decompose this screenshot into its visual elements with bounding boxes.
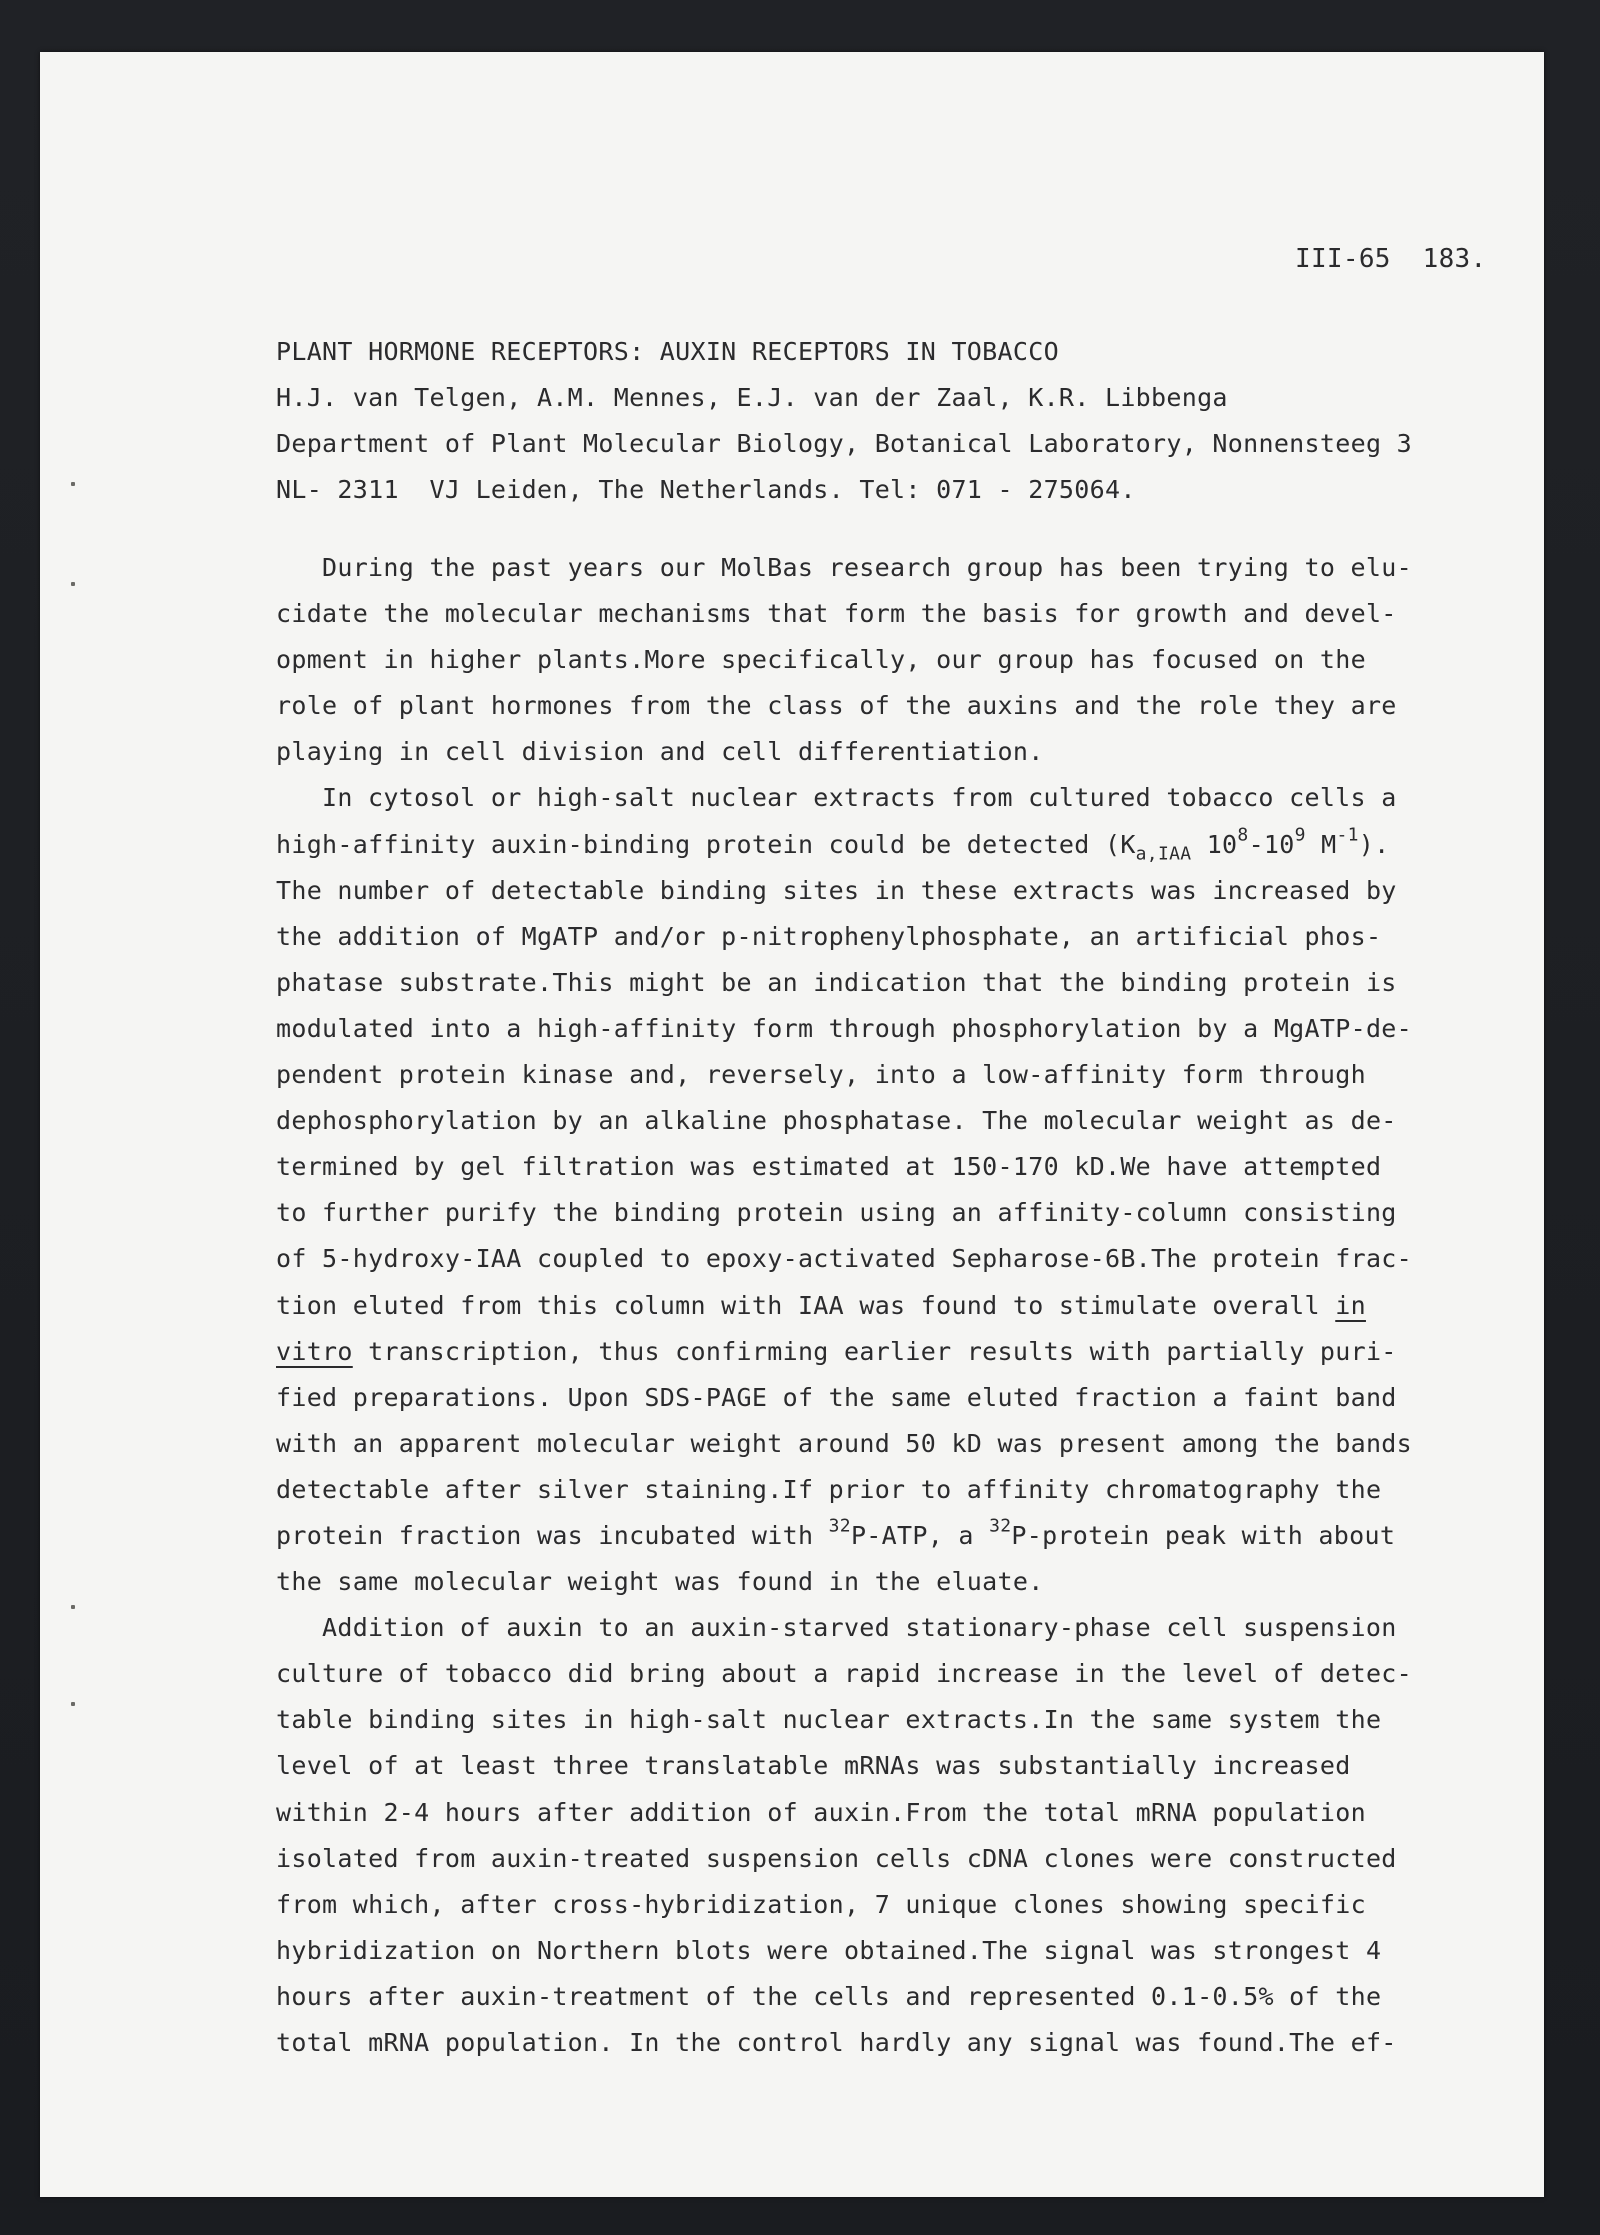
- paragraph-line: total mRNA population. In the control hardly any signal was found.The ef-: [276, 2028, 1397, 2057]
- underlined-term: in: [1335, 1290, 1366, 1320]
- paragraph-line: tion eluted from this column with IAA was found to stimulate overall in: [276, 1290, 1366, 1320]
- underlined-term: vitro: [276, 1336, 353, 1366]
- paper-heading: [276, 334, 1412, 518]
- paper-sheet: [40, 52, 1544, 2197]
- paper-title: PLANT HORMONE RECEPTORS: AUXIN RECEPTORS IN TOBACCO: [276, 337, 1059, 366]
- paragraph-line: modulated into a high-affinity form through phosphorylation by a MgATP-de-: [276, 1013, 1412, 1043]
- paragraph-line: with an apparent molecular weight around 50 kD was present among the bands: [276, 1428, 1412, 1458]
- address: NL- 2311 VJ Leiden, The Netherlands. Tel: 071 - 275064.: [276, 475, 1136, 504]
- punch-hole-mark: [71, 582, 75, 586]
- paragraph-line: cidate the molecular mechanisms that form the basis for growth and devel-: [276, 599, 1397, 629]
- paragraph-line: termined by gel filtration was estimated at 150-170 kD.We have attempted: [276, 1152, 1382, 1182]
- paragraph-line: isolated from auxin-treated suspension cells cDNA clones were constructed: [276, 1843, 1397, 1873]
- paragraph-line: playing in cell division and cell differentiation.: [276, 737, 1044, 767]
- paragraph-line-with-formula: high-affinity auxin-binding protein could be detected ($K_{a,IAA}$ $10^8-10^9$ $M^{-1}$).: [276, 823, 1390, 864]
- paragraph-line-with-isotopes: protein fraction was incubated with $^{32}$P-ATP, a $^{32}$P-protein peak with about: [276, 1515, 1396, 1550]
- punch-hole-mark: [71, 1605, 75, 1609]
- paragraph-line: table binding sites in high-salt nuclear extracts.In the same system the: [276, 1705, 1382, 1735]
- authors: H.J. van Telgen, A.M. Mennes, E.J. van der Zaal, K.R. Libbenga: [276, 383, 1228, 412]
- paragraph-line: fied preparations. Upon SDS-PAGE of the same eluted fraction a faint band: [276, 1382, 1397, 1412]
- paragraph-line: of 5-hydroxy-IAA coupled to epoxy-activated Sepharose-6B.The protein frac-: [276, 1244, 1412, 1274]
- paragraph-line: to further purify the binding protein using an affinity-column consisting: [276, 1198, 1397, 1228]
- paragraph-line: During the past years our MolBas research group has been trying to elu-: [322, 553, 1412, 582]
- punch-hole-mark: [71, 482, 75, 486]
- paragraph-line: role of plant hormones from the class of the auxins and the role they are: [276, 691, 1397, 721]
- paragraph-line: culture of tobacco did bring about a rapid increase in the level of detec-: [276, 1659, 1412, 1689]
- paragraph-line: within 2-4 hours after addition of auxin.From the total mRNA population: [276, 1797, 1366, 1827]
- paragraph-line: Addition of auxin to an auxin-starved stationary-phase cell suspension: [322, 1613, 1397, 1643]
- paragraph-line: opment in higher plants.More specifically, our group has focused on the: [276, 645, 1366, 675]
- paragraph-line: the same molecular weight was found in the eluate.: [276, 1567, 1044, 1597]
- punch-hole-mark: [71, 1702, 75, 1706]
- paragraph-line: from which, after cross-hybridization, 7 unique clones showing specific: [276, 1889, 1366, 1919]
- paragraph-line: level of at least three translatable mRNAs was substantially increased: [276, 1751, 1351, 1781]
- paragraph-line: hours after auxin-treatment of the cells and represented 0.1-0.5% of the: [276, 1981, 1382, 2011]
- paragraph-line: The number of detectable binding sites in these extracts was increased by: [276, 875, 1397, 905]
- paragraph-line: pendent protein kinase and, reversely, into a low-affinity form through: [276, 1060, 1366, 1090]
- paragraph-line: phatase substrate.This might be an indication that the binding protein is: [276, 967, 1397, 997]
- paragraph-line: dephosphorylation by an alkaline phosphatase. The molecular weight as de-: [276, 1106, 1397, 1136]
- affiliation: Department of Plant Molecular Biology, Botanical Laboratory, Nonnensteeg 3: [276, 429, 1412, 458]
- paragraph-line: detectable after silver staining.If prior to affinity chromatography the: [276, 1474, 1382, 1504]
- abstract-body: [276, 550, 1416, 2071]
- paragraph-line: hybridization on Northern blots were obtained.The signal was strongest 4: [276, 1935, 1382, 1965]
- page-number: III-65 183.: [1295, 244, 1487, 274]
- paragraph-line: the addition of MgATP and/or p-nitrophenylphosphate, an artificial phos-: [276, 921, 1382, 951]
- paragraph-line: vitro transcription, thus confirming earlier results with partially puri-: [276, 1336, 1397, 1366]
- paragraph-line: In cytosol or high-salt nuclear extracts from cultured tobacco cells a: [322, 783, 1397, 813]
